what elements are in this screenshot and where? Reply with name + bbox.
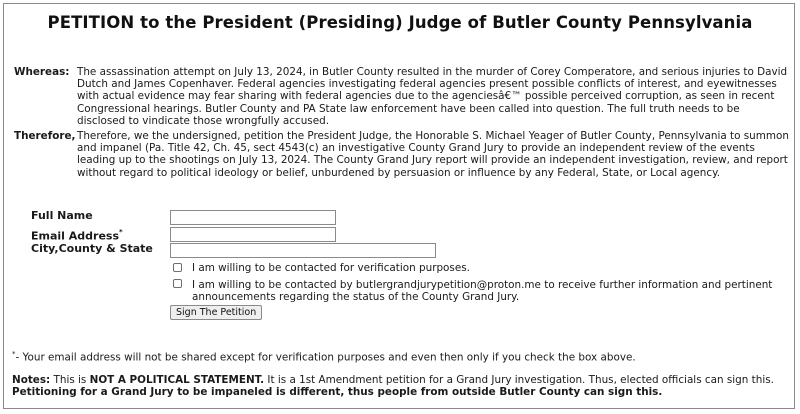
sign-petition-button[interactable]: Sign The Petition (170, 305, 262, 320)
updates-checkbox-label: I am willing to be contacted by butlergrandjurypetition@proton.me to receive further information and pertinent announcements regarding the status of the County Grand Jury. (192, 279, 773, 304)
notes-emphasis: NOT A POLITICAL STATEMENT. (89, 374, 265, 386)
email-input[interactable] (170, 227, 336, 242)
footnote-text: - Your email address will not be shared except for verification purposes and even then only if you check the box above. (15, 351, 636, 364)
email-required-asterisk: * (119, 228, 123, 236)
verification-checkbox-label: I am willing to be contacted for verification purposes. (192, 262, 470, 274)
therefore-label: Therefore, (14, 130, 76, 142)
email-label (31, 227, 123, 243)
petition-title: PETITION to the President (Presiding) Judge of Butler County Pennsylvania (47, 13, 753, 32)
updates-checkbox[interactable] (173, 279, 182, 288)
location-label: City,County & State (31, 242, 153, 255)
notes-closing: Petitioning for a Grand Jury to be impaneled is different, thus people from outside Butler County can sign this. (12, 386, 663, 399)
notes-text-1: This is (50, 374, 90, 386)
email-label-text: Email Address (31, 229, 120, 243)
notes-text-2: It is a 1st Amendment petition for a Grand Jury investigation. Thus, elected officials can sign this. (264, 374, 774, 386)
notes-label: Notes: (12, 374, 51, 386)
therefore-text: Therefore, we the undersigned, petition the President Judge, the Honorable S. Michael Yeager of Butler County, Pennsylvania to summon and impanel (Pa. Title 42, Ch. 45, sect 4543(c) an investigative County Grand Jury to provide an independent review of the events leading up to the shootings on July 13, 2024. The County Grand Jury report will provide an independent investigation, review, and report without regard to political ideology or belief, unburdened by persuasion or influence by any Federal, State, or Local agency. (77, 130, 789, 179)
location-input[interactable] (170, 243, 436, 258)
verification-checkbox[interactable] (173, 263, 182, 272)
email-privacy-footnote (12, 348, 636, 363)
footnote-asterisk: * (12, 350, 16, 358)
whereas-text: The assassination attempt on July 13, 2024, in Butler County resulted in the murder of Corey Comperatore, and serious injuries to David Dutch and James Copenhaver. Federal agencies investigating federal agencies present possible conflicts of interest, and eyewitnesses with actual evidence may fear sharing with federal agencies due to the agenciesâ€™ possible perceived corruption, as seen in recent Congressional hearings. Butler County and PA State law enforcement have been called into question. The full truth needs to be disclosed to vindicate those wrongfully accused. (77, 66, 788, 127)
notes-section (12, 374, 787, 398)
full-name-label: Full Name (31, 209, 93, 222)
full-name-input[interactable] (170, 210, 336, 225)
whereas-label: Whereas: (14, 66, 70, 78)
